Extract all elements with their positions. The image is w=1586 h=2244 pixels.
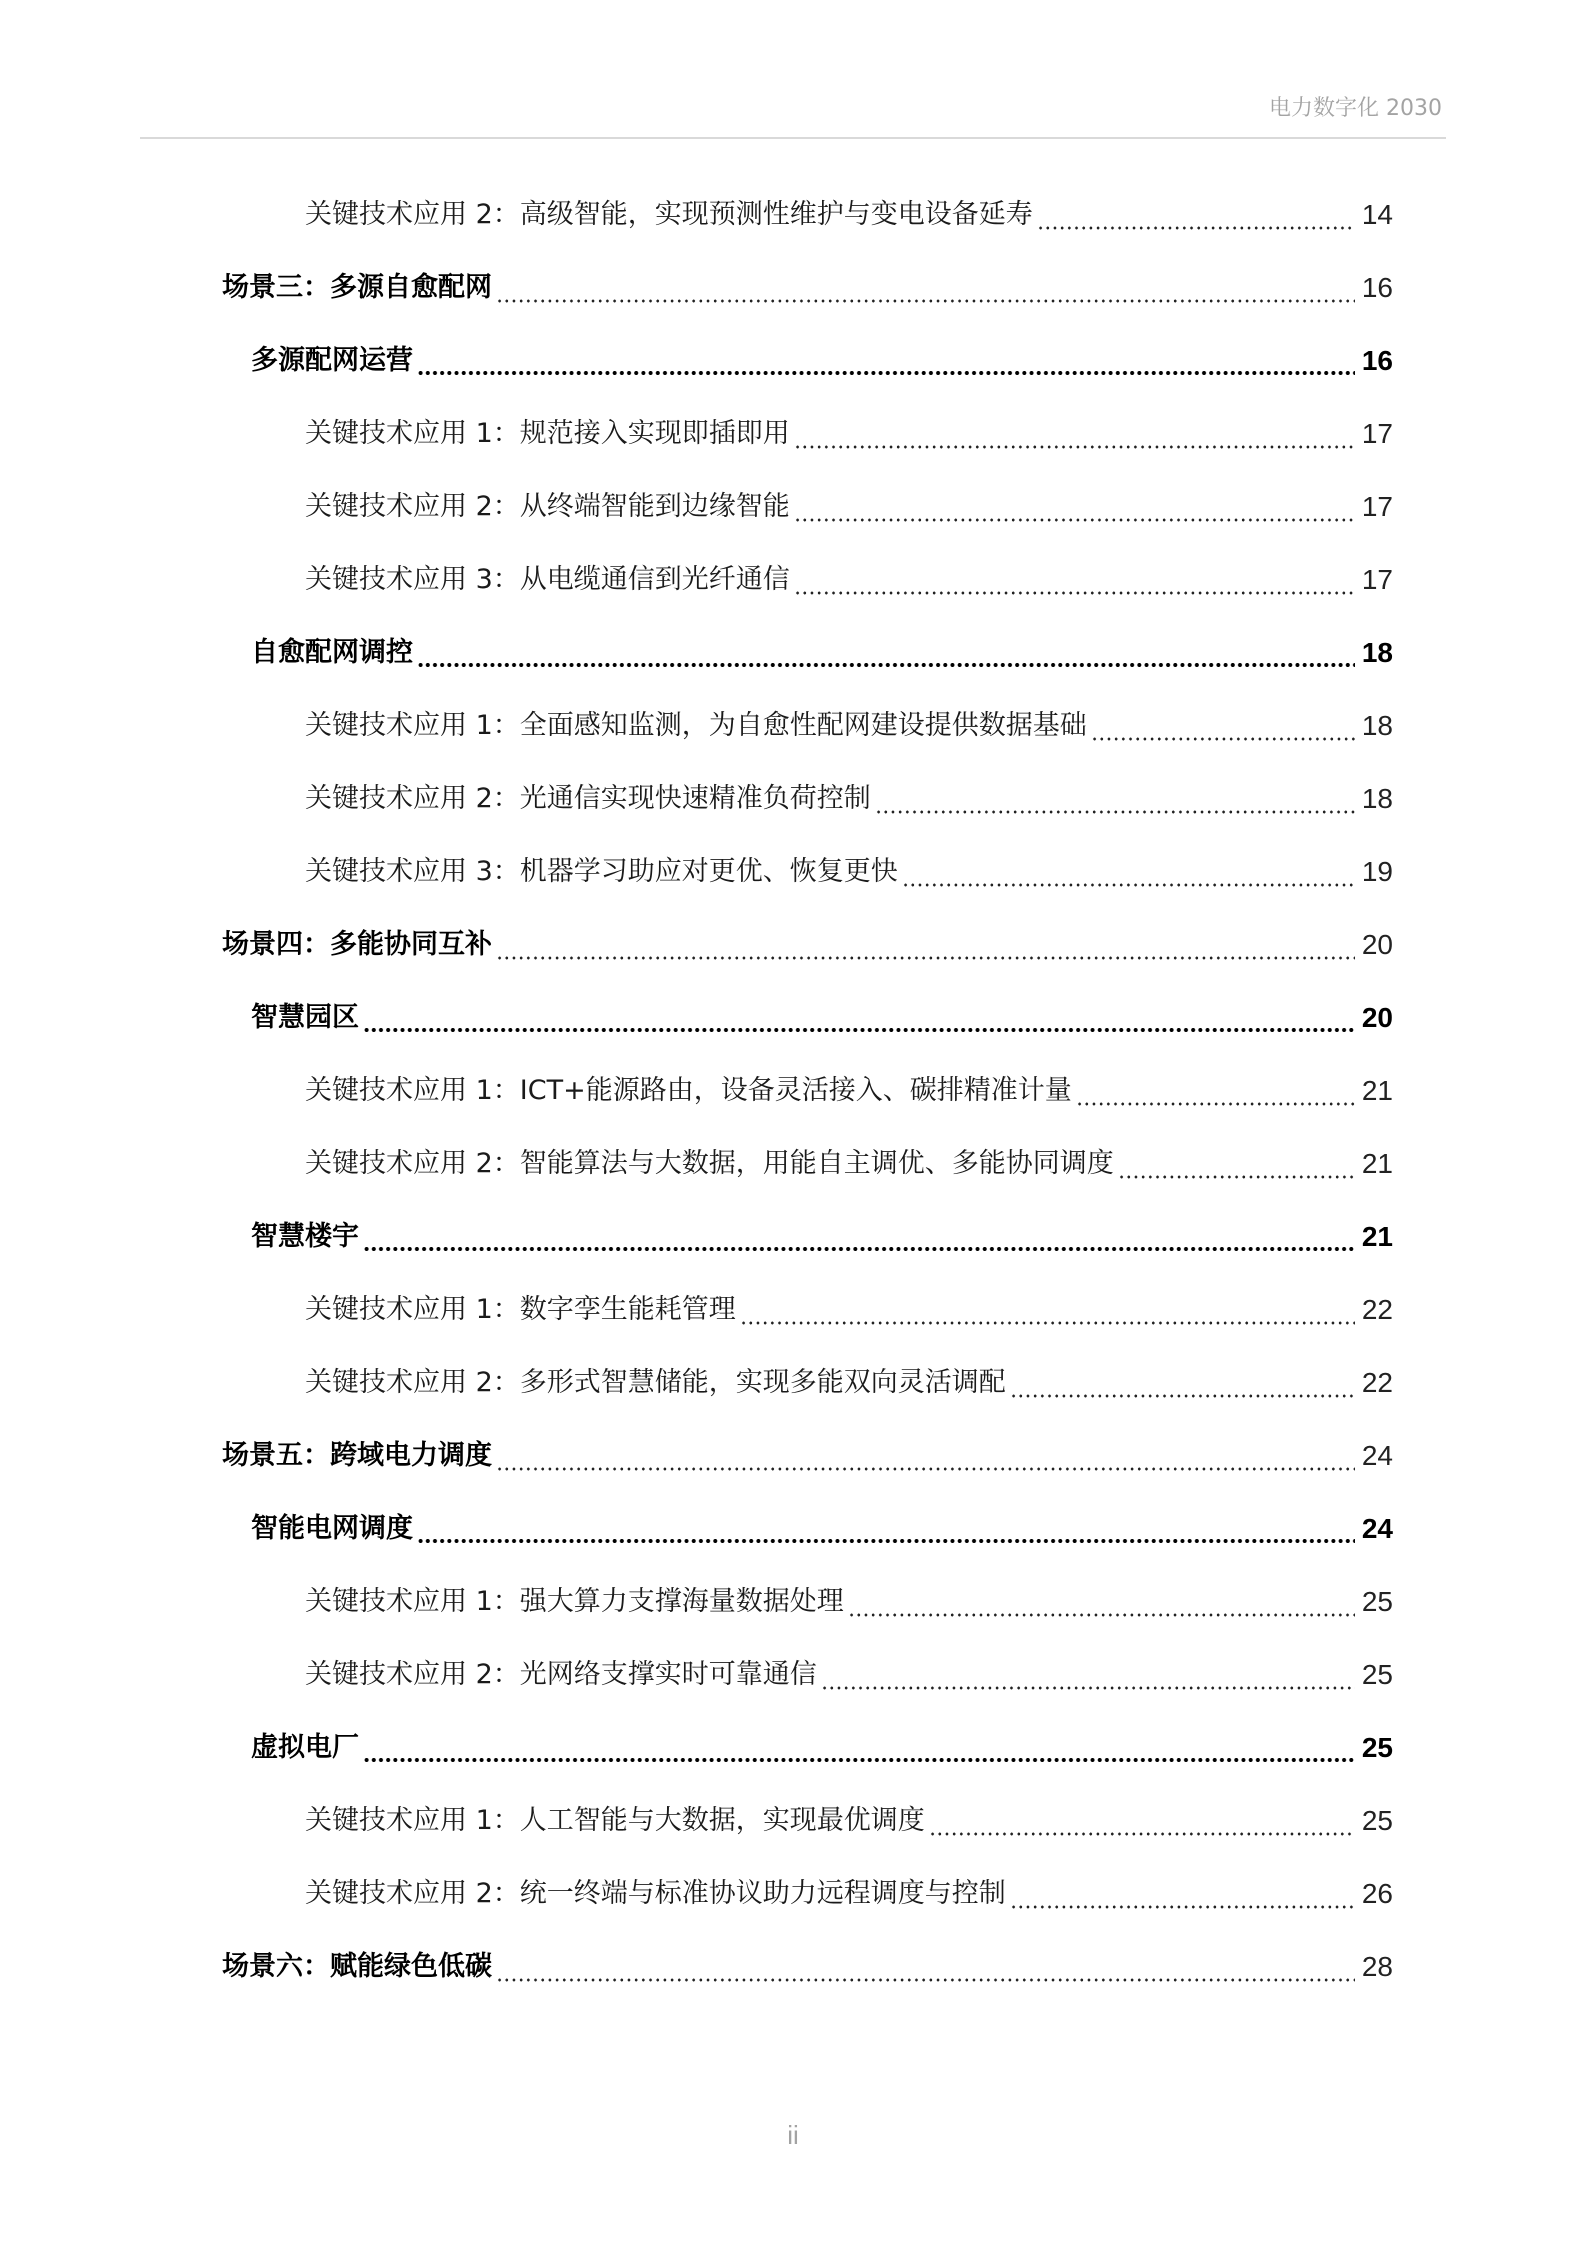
toc-entry-title: 智能电网调度	[251, 1513, 413, 1545]
toc-entry-title: 虚拟电厂	[251, 1732, 359, 1764]
toc-entry-title: 关键技术应用 2：从终端智能到边缘智能	[305, 490, 790, 522]
toc-entry-page: 17	[1361, 417, 1393, 449]
toc-entry[interactable]	[0, 1930, 1586, 2003]
dot-leader	[929, 1784, 1355, 1857]
page-header	[140, 88, 1446, 138]
dot-leader	[1091, 689, 1355, 762]
toc-entry-page: 25	[1361, 1732, 1393, 1764]
toc-entry[interactable]	[0, 908, 1586, 981]
toc-entry[interactable]	[0, 835, 1586, 908]
toc-entry[interactable]	[0, 689, 1586, 762]
toc-entry-title: 智慧园区	[251, 1001, 359, 1033]
toc-entry[interactable]	[0, 1127, 1586, 1200]
toc-entry-title: 关键技术应用 1：强大算力支撑海量数据处理	[305, 1586, 844, 1618]
toc-entry-title: 关键技术应用 1：全面感知监测，为自愈性配网建设提供数据基础	[305, 709, 1087, 741]
toc-entry-title: 智慧楼宇	[251, 1220, 359, 1252]
toc-entry[interactable]	[0, 1565, 1586, 1638]
toc-entry-page: 18	[1361, 782, 1393, 814]
toc-entry-page: 28	[1361, 1951, 1393, 1983]
toc-entry-title: 关键技术应用 1：人工智能与大数据，实现最优调度	[305, 1805, 925, 1837]
toc-entry[interactable]	[0, 470, 1586, 543]
toc-entry-page: 14	[1361, 198, 1393, 230]
toc-entry-page: 16	[1361, 271, 1393, 303]
toc-entry[interactable]	[0, 1346, 1586, 1419]
toc-entry[interactable]	[0, 397, 1586, 470]
dot-leader	[1076, 1054, 1355, 1127]
toc-entry-title: 关键技术应用 2：智能算法与大数据，用能自主调优、多能协同调度	[305, 1147, 1114, 1179]
toc-entry[interactable]	[0, 1638, 1586, 1711]
toc-entry-title: 关键技术应用 2：光网络支撑实时可靠通信	[305, 1659, 817, 1691]
toc-entry-title: 多源配网运营	[251, 344, 413, 376]
toc-entry-title: 关键技术应用 1：ICT+能源路由，设备灵活接入、碳排精准计量	[305, 1074, 1072, 1106]
toc-entry[interactable]	[0, 762, 1586, 835]
toc-entry-page: 24	[1361, 1513, 1393, 1545]
dot-leader	[794, 470, 1355, 543]
dot-leader	[496, 1930, 1355, 2003]
dot-leader	[1010, 1857, 1355, 1930]
header-divider	[140, 137, 1446, 139]
toc-entry[interactable]	[0, 1419, 1586, 1492]
toc-entry[interactable]	[0, 251, 1586, 324]
dot-leader	[1010, 1346, 1355, 1419]
dot-leader	[496, 1419, 1355, 1492]
toc-entry[interactable]	[0, 1711, 1586, 1784]
dot-leader	[848, 1565, 1355, 1638]
dot-leader	[363, 1711, 1355, 1784]
dot-leader	[794, 543, 1355, 616]
dot-leader	[496, 251, 1355, 324]
dot-leader	[794, 397, 1355, 470]
toc-entry-page: 21	[1361, 1147, 1393, 1179]
toc-entry[interactable]	[0, 616, 1586, 689]
toc-entry-title: 场景六：赋能绿色低碳	[222, 1951, 492, 1983]
document-title: 电力数字化 2030	[1269, 96, 1442, 121]
toc-entry-title: 关键技术应用 2：多形式智慧储能，实现多能双向灵活调配	[305, 1367, 1006, 1399]
toc-entry[interactable]	[0, 1492, 1586, 1565]
toc-entry-page: 21	[1361, 1074, 1393, 1106]
toc-entry-page: 22	[1361, 1367, 1393, 1399]
dot-leader	[417, 616, 1355, 689]
dot-leader	[417, 1492, 1355, 1565]
dot-leader	[821, 1638, 1355, 1711]
toc-entry[interactable]	[0, 543, 1586, 616]
toc-entry-page: 26	[1361, 1878, 1393, 1910]
toc-entry-page: 16	[1361, 344, 1393, 376]
dot-leader	[417, 324, 1355, 397]
dot-leader	[1118, 1127, 1355, 1200]
dot-leader	[875, 762, 1355, 835]
toc-entry-title: 关键技术应用 1：数字孪生能耗管理	[305, 1293, 736, 1325]
toc-entry[interactable]	[0, 1784, 1586, 1857]
toc-entry-page: 20	[1361, 1001, 1393, 1033]
toc-entry-page: 24	[1361, 1440, 1393, 1472]
toc-entry-page: 25	[1361, 1805, 1393, 1837]
toc-entry[interactable]	[0, 1857, 1586, 1930]
table-of-contents	[0, 178, 1586, 2004]
dot-leader	[902, 835, 1355, 908]
toc-entry-title: 场景五：跨域电力调度	[222, 1440, 492, 1472]
toc-entry-page: 25	[1361, 1659, 1393, 1691]
toc-entry-title: 自愈配网调控	[251, 636, 413, 668]
dot-leader	[740, 1273, 1355, 1346]
toc-entry-page: 20	[1361, 928, 1393, 960]
toc-entry-title: 关键技术应用 1：规范接入实现即插即用	[305, 417, 790, 449]
toc-entry[interactable]	[0, 324, 1586, 397]
toc-entry[interactable]	[0, 1200, 1586, 1273]
toc-entry-title: 关键技术应用 2：光通信实现快速精准负荷控制	[305, 782, 871, 814]
toc-entry-page: 18	[1361, 636, 1393, 668]
toc-entry-page: 22	[1361, 1293, 1393, 1325]
toc-entry-page: 19	[1361, 855, 1393, 887]
dot-leader	[363, 1200, 1355, 1273]
toc-entry-title: 关键技术应用 2：统一终端与标准协议助力远程调度与控制	[305, 1878, 1006, 1910]
toc-entry-title: 场景四：多能协同互补	[222, 928, 492, 960]
dot-leader	[496, 908, 1355, 981]
toc-entry[interactable]	[0, 1273, 1586, 1346]
toc-entry[interactable]	[0, 178, 1586, 251]
toc-entry-title: 关键技术应用 3：机器学习助应对更优、恢复更快	[305, 855, 898, 887]
toc-entry-page: 17	[1361, 563, 1393, 595]
toc-entry-page: 21	[1361, 1220, 1393, 1252]
toc-entry-page: 17	[1361, 490, 1393, 522]
toc-entry-page: 18	[1361, 709, 1393, 741]
dot-leader	[1037, 178, 1355, 251]
toc-entry-title: 关键技术应用 3：从电缆通信到光纤通信	[305, 563, 790, 595]
toc-entry[interactable]	[0, 1054, 1586, 1127]
toc-entry-title: 关键技术应用 2：高级智能，实现预测性维护与变电设备延寿	[305, 198, 1033, 230]
page-number: ii	[787, 2120, 799, 2150]
toc-entry[interactable]	[0, 981, 1586, 1054]
toc-entry-page: 25	[1361, 1586, 1393, 1618]
dot-leader	[363, 981, 1355, 1054]
toc-entry-title: 场景三：多源自愈配网	[222, 271, 492, 303]
